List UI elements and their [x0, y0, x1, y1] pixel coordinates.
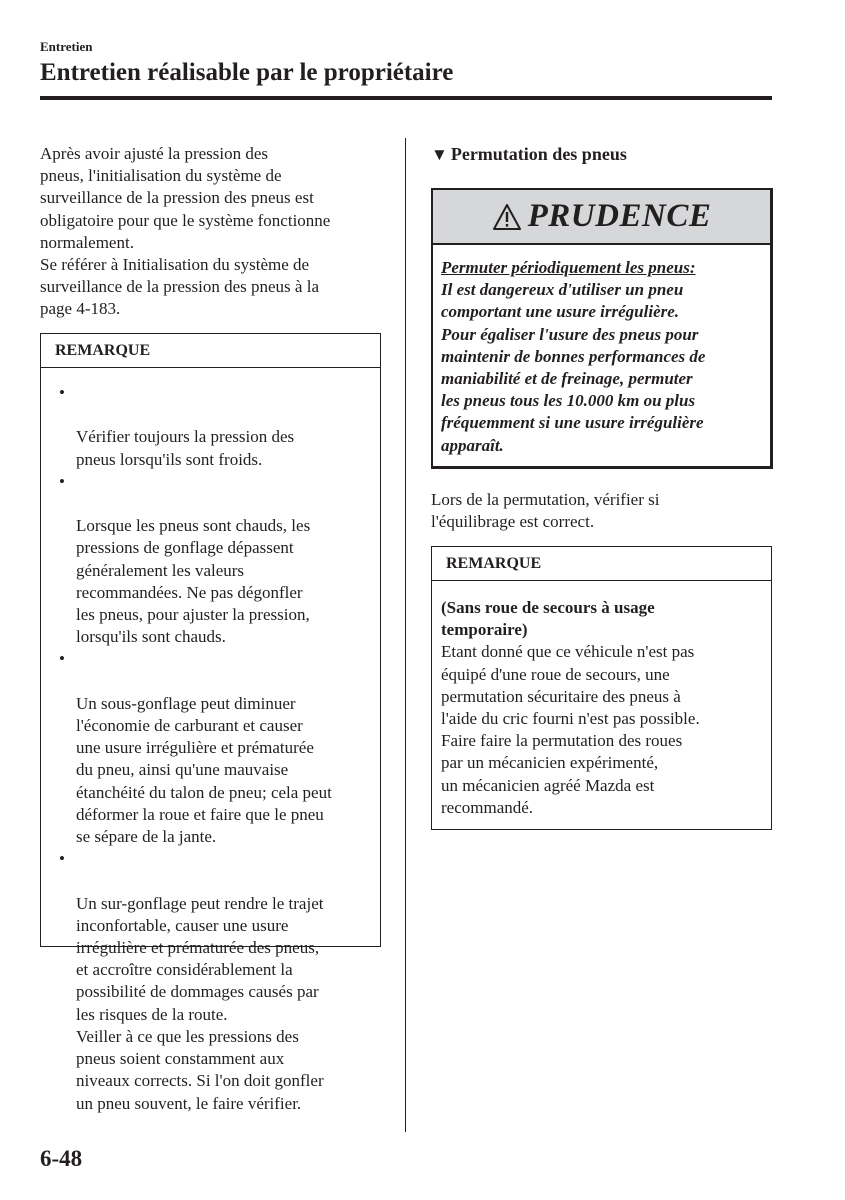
list-item — [59, 471, 379, 649]
heading-marker-icon: ▼ — [431, 145, 448, 164]
note-bullet-list — [59, 382, 379, 1115]
note-right-text: Etant donné que ce véhicule n'est pas équipé d'une roue de secours, une permutation sécuritaire des pneus à l'aide du cric fourni n'est pas possible. Faire faire la permutation des roues par un mécanicien expérimenté, un mécanicien agréé Mazda est recommandé. — [441, 642, 700, 817]
caution-lead: Permuter périodiquement les pneus: — [441, 258, 696, 277]
bullet-dot: • — [59, 383, 65, 402]
list-item-text: Un sur-gonflage peut rendre le trajet inconfortable, causer une usure irrégulière et prématurée des pneus, et accroître considérablement la possibilité de dommages causés par les risques de la route. Veiller à ce que les pressions des pneus soient constamment aux niveaux corrects. Si l'on doit gonfler un pneu souvent, le faire vérifier. — [76, 893, 324, 1113]
note-right-body — [441, 597, 766, 819]
page-number: 6-48 — [40, 1146, 83, 1171]
rotation-paragraph: Lors de la permutation, vérifier si l'équilibrage est correct. — [431, 490, 660, 532]
caution-body — [441, 257, 767, 457]
section-heading-text: Permutation des pneus — [450, 144, 627, 164]
list-item-text: Un sous-gonflage peut diminuer l'économie de carburant et causer une usure irrégulière et prématurée du pneu, ainsi qu'une mauvaise étanchéité du talon de pneu; cela peut déformer la roue et faire que le pneu se sépare de la jante. — [76, 693, 332, 847]
warning-triangle-icon — [492, 203, 522, 231]
caution-title: PRUDENCE — [527, 198, 712, 234]
note-header: REMARQUE — [432, 547, 771, 581]
note-box-right — [431, 546, 772, 830]
caution-text: Il est dangereux d'utiliser un pneu comportant une usure irrégulière. Pour égaliser l'usure des pneus pour maintenir de bonnes performances de maniabilité et de freinage, permuter les pneus tous les 10.000 km ou plus fréquemment si une usure irrégulière apparaît. — [441, 280, 706, 455]
list-item-text: Vérifier toujours la pression des pneus lorsqu'ils sont froids. — [76, 427, 295, 469]
intro-paragraph: Après avoir ajusté la pression des pneus, l'initialisation du système de surveillance de la pression des pneus est obligatoire pour que le système fonctionne normalement. Se référer à Initialisation du système de surveillance de la pression des pneus à la page 4-183. — [40, 144, 331, 319]
caution-box — [431, 188, 773, 469]
list-item — [59, 848, 379, 1114]
bullet-dot: • — [59, 471, 65, 491]
bullet-dot: • — [59, 649, 65, 669]
note-header: REMARQUE — [41, 334, 380, 368]
list-item — [59, 382, 379, 471]
note-subheading: (Sans roue de secours à usage temporaire) — [441, 598, 655, 640]
section-heading — [431, 143, 627, 166]
list-item — [59, 648, 379, 848]
caution-header — [433, 190, 770, 245]
section-label: Entretien — [40, 39, 93, 54]
column-divider — [405, 138, 406, 1132]
note-box-left — [40, 333, 381, 1113]
page-title: Entretien réalisable par le propriétaire — [40, 59, 454, 86]
list-item-text: Lorsque les pneus sont chauds, les pressions de gonflage dépassent généralement les valeurs recommandées. Ne pas dégonfler les pneus, pour ajuster la pression, lorsqu'ils sont chauds. — [76, 516, 311, 647]
title-rule — [40, 96, 772, 100]
bullet-dot: • — [59, 849, 65, 869]
